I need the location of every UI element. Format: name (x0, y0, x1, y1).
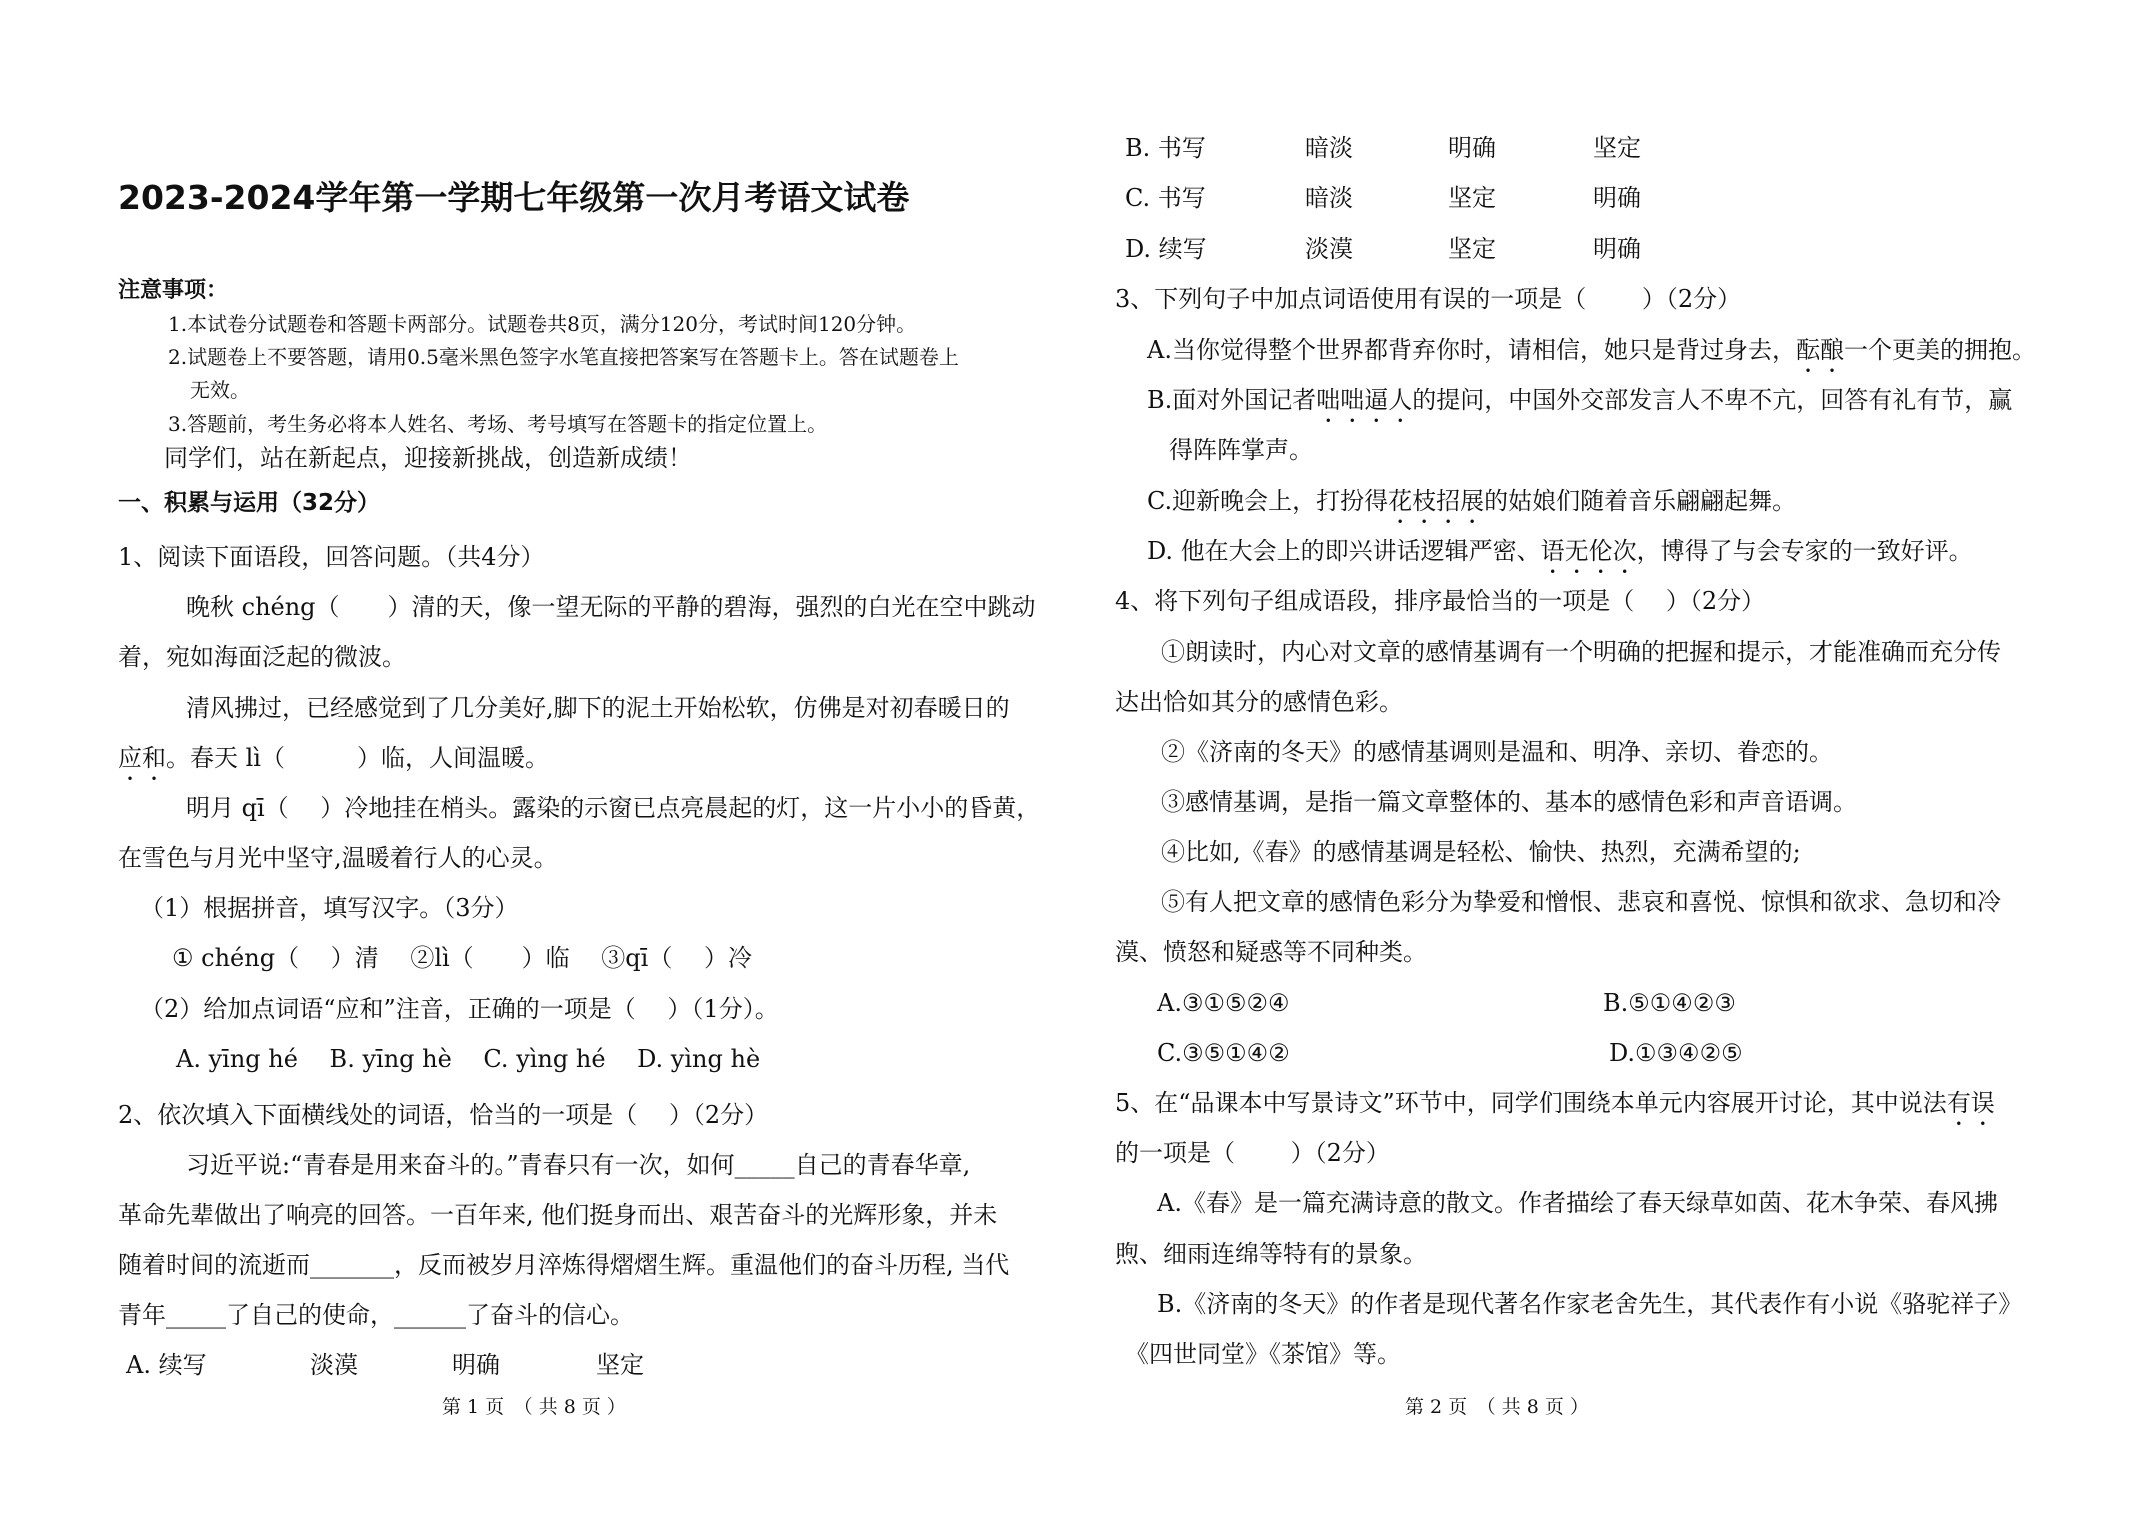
dotted-word: 应和 (118, 744, 166, 772)
q3-option-b: B.面对外国记者咄咄逼人的提问，中国外交部发言人不卑不亢，回答有礼有节，赢 (1147, 386, 2013, 414)
dotted-word: 酝酿 (1795, 336, 1844, 364)
q1-para2-line1: 清风拂过，已经感觉到了几分美好,脚下的泥土开始松软，仿佛是对初春暖日的 (186, 694, 1010, 722)
q2-option-d-w2: 坚定 (1448, 235, 1496, 263)
q2-option-c-label: C. 书写 (1125, 184, 1206, 212)
q2-option-b-w1: 暗淡 (1305, 134, 1353, 162)
q5-stem-cont: 的一项是（ ）（2分） (1115, 1139, 1390, 1167)
q2-option-d-w1: 淡漠 (1305, 235, 1353, 263)
q2-option-d-label: D. 续写 (1125, 235, 1207, 263)
q2-option-a-w3: 坚定 (596, 1351, 644, 1379)
page-footer-1: 第 1 页 （ 共 8 页 ） (442, 1396, 626, 1418)
dotted-word: 咄咄逼人 (1316, 386, 1413, 414)
q2-option-a-label: A. 续写 (126, 1351, 207, 1379)
page-2 (1075, 0, 2149, 1518)
q2-line4: 青年_____了自己的使命，______了奋斗的信心。 (118, 1301, 634, 1329)
q2-option-c-w2: 坚定 (1448, 184, 1496, 212)
q2-line3: 随着时间的流逝而_______，反而被岁月淬炼得熠熠生辉。重温他们的奋斗历程, 当代 (118, 1251, 1010, 1279)
q2-option-b-w3: 坚定 (1593, 134, 1641, 162)
q4-sentence-5: ⑤有人把文章的感情色彩分为挚爱和憎恨、悲哀和喜悦、惊惧和欲求、急切和冷 (1161, 888, 2001, 916)
q5-option-a: A.《春》是一篇充满诗意的散文。作者描绘了春天绿草如茵、花木争荣、春风拂 (1157, 1189, 1998, 1217)
q2-option-b-label: B. 书写 (1125, 134, 1206, 162)
q4-option-a: A.③①⑤②④ (1157, 989, 1290, 1017)
q4-option-c: C.③⑤①④② (1157, 1039, 1290, 1067)
dotted-word: 语无伦次 (1540, 537, 1637, 565)
q4-sentence-4: ④比如,《春》的感情基调是轻松、愉快、热烈，充满希望的; (1161, 838, 1801, 866)
notice-2: 2.试题卷上不要答题，请用0.5毫米黑色签字水笔直接把答案写在答题卡上。答在试题卷上 (168, 345, 959, 369)
q3-option-a: A.当你觉得整个世界都背弃你时，请相信，她只是背过身去，酝酿一个更美的拥抱。 (1147, 336, 2036, 364)
motto: 同学们，站在新起点，迎接新挑战，创造新成绩！ (164, 444, 692, 472)
q2-option-a-w1: 淡漠 (310, 1351, 358, 1379)
notice-3: 3.答题前，考生务必将本人姓名、考场、考号填写在答题卡的指定位置上。 (168, 412, 828, 436)
q1-para3-line1: 明月 qī（ ）冷地挂在梢头。露染的示窗已点亮晨起的灯，这一片小小的昏黄， (186, 794, 1041, 822)
page-footer-2: 第 2 页 （ 共 8 页 ） (1405, 1396, 1589, 1418)
q1-para2-line2: 应和。春天 lì（ ）临，人间温暖。 (118, 744, 549, 772)
exam-title: 2023-2024学年第一学期七年级第一次月考语文试卷 (118, 178, 910, 217)
q4-stem: 4、将下列句子组成语段，排序最恰当的一项是（ ）（2分） (1115, 587, 1766, 615)
q1-sub1-items: ① chéng（ ）清 ②lì（ ）临 ③qī（ ）冷 (172, 944, 752, 972)
q4-sentence-1: ①朗读时，内心对文章的感情基调有一个明确的把握和提示，才能准确而充分传 (1161, 638, 2001, 666)
q3-option-d: D. 他在大会上的即兴讲话逻辑严密、语无伦次，博得了与会专家的一致好评。 (1147, 537, 1973, 565)
q4-option-d: D.①③④②⑤ (1609, 1039, 1743, 1067)
q2-stem: 2、依次填入下面横线处的词语，恰当的一项是（ ）（2分） (118, 1101, 769, 1129)
q1-sub2-options: A. yīng hé B. yīng hè C. yìng hé D. yìng hè (176, 1045, 761, 1073)
q2-option-b-w2: 明确 (1448, 134, 1496, 162)
q2-option-a-w2: 明确 (452, 1351, 500, 1379)
q5-option-a-cont: 煦、细雨连绵等特有的景象。 (1115, 1240, 1427, 1268)
q5-stem: 5、在“品课本中写景诗文”环节中，同学们围绕本单元内容展开讨论，其中说法有误 (1115, 1089, 1995, 1117)
q4-sentence-5-cont: 漠、愤怒和疑惑等不同种类。 (1115, 938, 1427, 966)
q2-option-c-w1: 暗淡 (1305, 184, 1353, 212)
notice-1: 1.本试卷分试题卷和答题卡两部分。试题卷共8页，满分120分，考试时间120分钟。 (168, 312, 917, 336)
notice-2-cont: 无效。 (190, 378, 250, 402)
q4-sentence-1-cont: 达出恰如其分的感情色彩。 (1115, 688, 1403, 716)
q1-para1-line1: 晚秋 chéng（ ）清的天，像一望无际的平静的碧海，强烈的白光在空中跳动 (186, 593, 1036, 621)
q2-option-d-w3: 明确 (1593, 235, 1641, 263)
dotted-word: 花枝招展 (1388, 487, 1485, 515)
q2-option-c-w3: 明确 (1593, 184, 1641, 212)
q3-option-b-cont: 得阵阵掌声。 (1169, 436, 1313, 464)
q4-sentence-3: ③感情基调，是指一篇文章整体的、基本的感情色彩和声音语调。 (1161, 788, 1857, 816)
q2-line2: 革命先辈做出了响亮的回答。一百年来, 他们挺身而出、艰苦奋斗的光辉形象，并未 (118, 1201, 998, 1229)
q5-option-b: B.《济南的冬天》的作者是现代著名作家老舍先生，其代表作有小说《骆驼祥子》 (1157, 1290, 2023, 1318)
q3-stem: 3、下列句子中加点词语使用有误的一项是（ ）（2分） (1115, 285, 1742, 313)
q1-stem: 1、阅读下面语段，回答问题。（共4分） (118, 543, 545, 571)
q4-sentence-2: ②《济南的冬天》的感情基调则是温和、明净、亲切、眷恋的。 (1161, 738, 1833, 766)
q3-option-c: C.迎新晚会上，打扮得花枝招展的姑娘们随着音乐翩翩起舞。 (1147, 487, 1797, 515)
q2-line1: 习近平说:“青春是用来奋斗的。”青春只有一次，如何_____自己的青春华章, (186, 1151, 971, 1179)
q1-para1-line2: 着，宛如海面泛起的微波。 (118, 643, 406, 671)
q5-option-b-cont: 《四世同堂》《茶馆》等。 (1125, 1340, 1401, 1368)
section-heading: 一、积累与运用（32分） (118, 490, 381, 516)
q4-option-b: B.⑤①④②③ (1603, 989, 1736, 1017)
q1-sub2: （2）给加点词语“应和”注音，正确的一项是（ ）（1分）。 (140, 995, 779, 1023)
dotted-word: 有误 (1946, 1089, 1995, 1117)
notice-heading: 注意事项： (118, 278, 229, 303)
q1-para3-line2: 在雪色与月光中坚守,温暖着行人的心灵。 (118, 844, 558, 872)
q1-sub1: （1）根据拼音，填写汉字。（3分） (140, 894, 519, 922)
